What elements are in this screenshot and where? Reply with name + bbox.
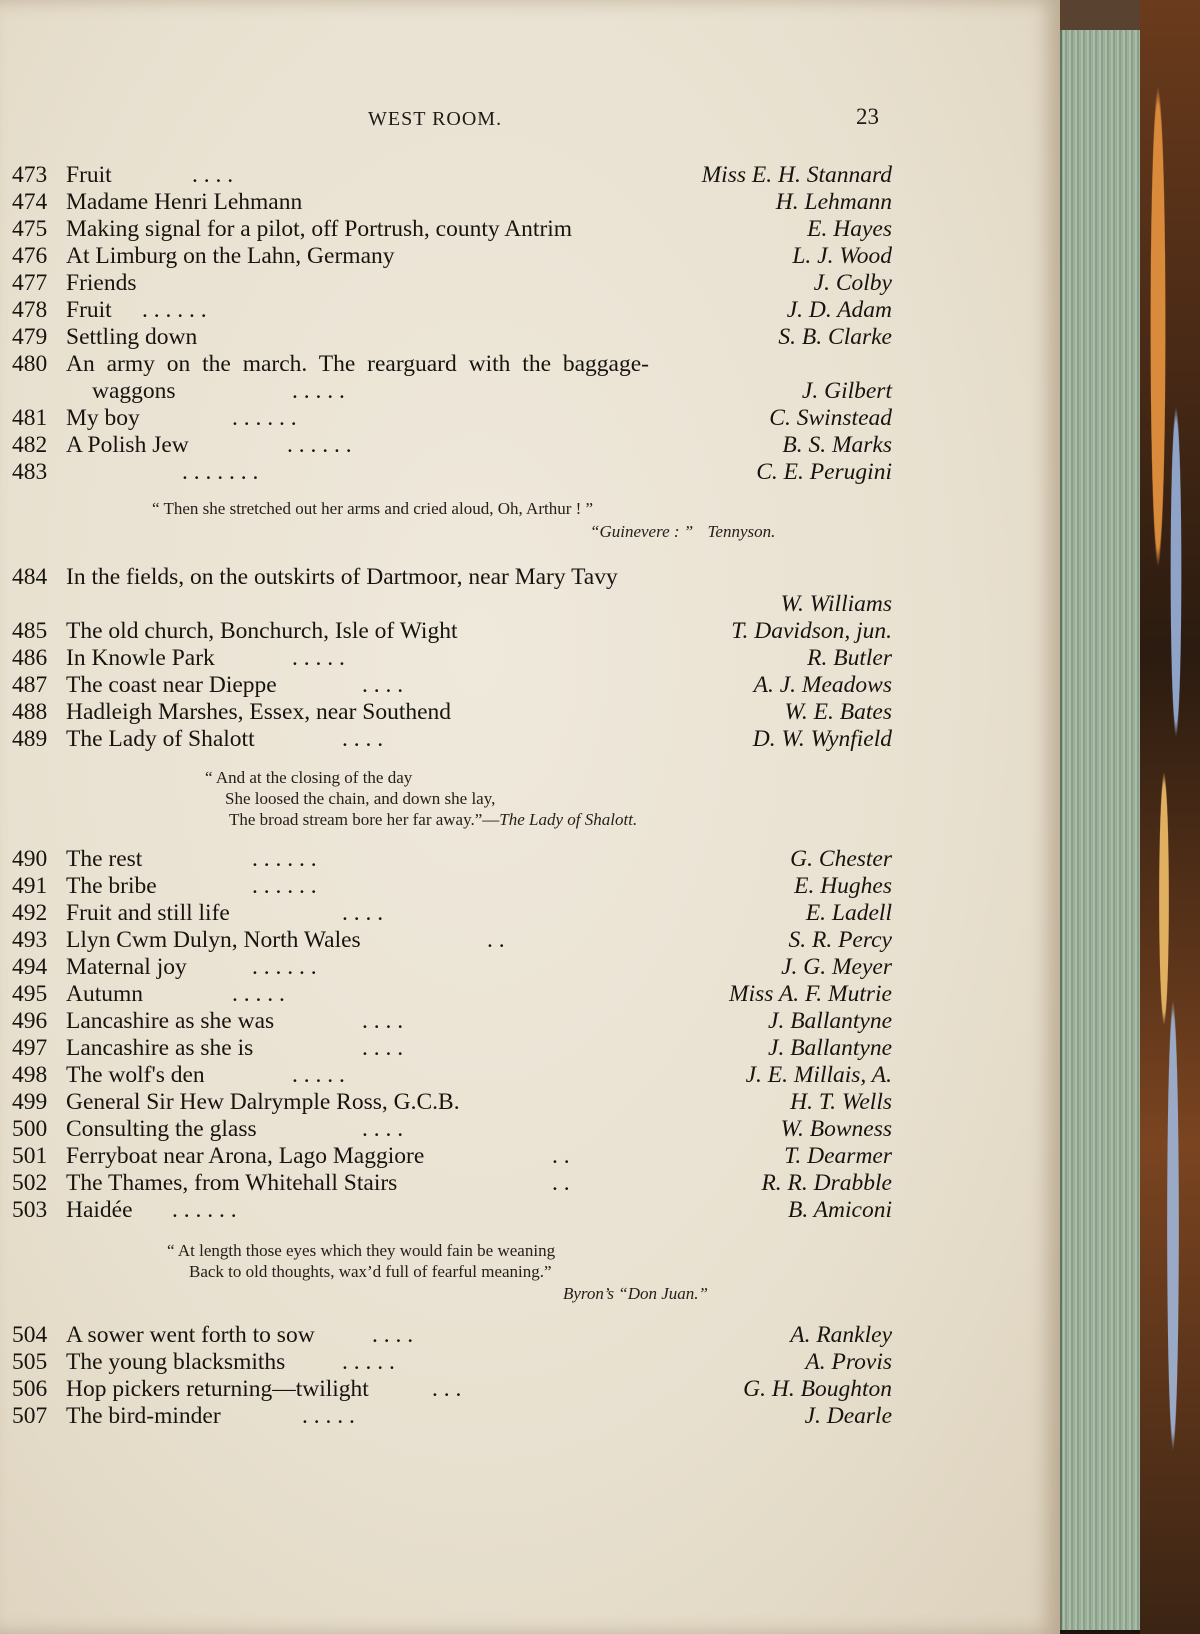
catalogue-entry bbox=[12, 270, 892, 296]
entry-artist: G. Chester bbox=[790, 846, 892, 872]
entry-title: At Limburg on the Lahn, Germany bbox=[66, 243, 395, 269]
catalogue-entry bbox=[12, 297, 892, 323]
catalogue-entry bbox=[12, 1062, 892, 1088]
entry-title: Consulting the glass bbox=[66, 1116, 257, 1142]
entry-number: 484 bbox=[12, 564, 48, 590]
entry-title: The bribe bbox=[66, 873, 157, 899]
entry-title: Llyn Cwm Dulyn, North Wales bbox=[66, 927, 361, 953]
catalogue-entry bbox=[12, 189, 892, 215]
catalogue-entry bbox=[12, 1403, 892, 1429]
entry-title: The young blacksmiths bbox=[66, 1349, 286, 1375]
entry-title: The old church, Bonchurch, Isle of Wight bbox=[66, 618, 458, 644]
entry-title: Ferryboat near Arona, Lago Maggiore bbox=[66, 1143, 425, 1169]
entry-number: 478 bbox=[12, 297, 48, 323]
entry-number: 500 bbox=[12, 1116, 48, 1142]
leader-dots: . . . . . . bbox=[252, 954, 317, 980]
entry-number: 498 bbox=[12, 1062, 48, 1088]
catalogue-entry bbox=[12, 405, 892, 431]
quotation-line: “ At length those eyes which they would fain be weaning bbox=[167, 1241, 556, 1260]
entry-title: The bird-minder bbox=[66, 1403, 221, 1429]
leader-dots: . . . . bbox=[362, 672, 404, 698]
entry-artist: W. Bowness bbox=[780, 1116, 892, 1142]
entry-number: 490 bbox=[12, 846, 48, 872]
entry-artist: J. Colby bbox=[813, 270, 892, 296]
entry-artist: G. H. Boughton bbox=[743, 1376, 892, 1402]
quotation bbox=[152, 498, 593, 519]
entry-title: A Polish Jew bbox=[66, 432, 189, 458]
leader-dots: . . . . . . bbox=[172, 1197, 237, 1223]
entry-title: Fruit bbox=[66, 162, 112, 188]
entry-artist: E. Hayes bbox=[807, 216, 892, 242]
page-fore-edge bbox=[1060, 30, 1142, 1630]
entry-number: 493 bbox=[12, 927, 48, 953]
catalogue-entry bbox=[12, 726, 892, 752]
entry-number: 494 bbox=[12, 954, 48, 980]
entry-artist: A. Provis bbox=[805, 1349, 892, 1375]
entry-number: 480 bbox=[12, 351, 48, 377]
entry-number: 507 bbox=[12, 1403, 48, 1429]
entry-title: Friends bbox=[66, 270, 137, 296]
catalogue-entry bbox=[12, 351, 892, 377]
entry-number: 505 bbox=[12, 1349, 48, 1375]
quotation-source bbox=[563, 1284, 708, 1304]
catalogue-entry bbox=[12, 216, 892, 242]
catalogue-entry bbox=[12, 873, 892, 899]
entry-artist: S. B. Clarke bbox=[778, 324, 892, 350]
quotation-line: Back to old thoughts, wax’d full of fearful meaning.” bbox=[189, 1262, 552, 1281]
catalogue-entry bbox=[12, 1008, 892, 1034]
entry-number: 504 bbox=[12, 1322, 48, 1348]
leader-dots: . . bbox=[552, 1143, 570, 1169]
catalogue-entry bbox=[12, 1322, 892, 1348]
entry-title: Madame Henri Lehmann bbox=[66, 189, 303, 215]
leader-dots: . . . . . bbox=[292, 378, 345, 404]
quotation-source: The Lady of Shalott. bbox=[499, 810, 638, 829]
quotation-line: She loosed the chain, and down she lay, bbox=[225, 789, 496, 808]
entry-artist: C. Swinstead bbox=[769, 405, 892, 431]
entry-artist: R. Butler bbox=[807, 645, 892, 671]
entry-number: 492 bbox=[12, 900, 48, 926]
entry-title: The coast near Dieppe bbox=[66, 672, 277, 698]
catalogue-entry bbox=[12, 1089, 892, 1115]
entry-title: Lancashire as she is bbox=[66, 1035, 254, 1061]
entry-number: 489 bbox=[12, 726, 48, 752]
entry-number: 481 bbox=[12, 405, 48, 431]
entry-title: Autumn bbox=[66, 981, 144, 1007]
catalogue-entry bbox=[12, 459, 892, 485]
catalogue-entry bbox=[12, 699, 892, 725]
entry-number: 486 bbox=[12, 645, 48, 671]
entry-number: 491 bbox=[12, 873, 48, 899]
entry-number: 479 bbox=[12, 324, 48, 350]
catalogue-entry bbox=[12, 900, 892, 926]
entry-title: The rest bbox=[66, 846, 143, 872]
entry-artist: J. Gilbert bbox=[801, 378, 892, 404]
entry-number: 474 bbox=[12, 189, 48, 215]
entry-number: 506 bbox=[12, 1376, 48, 1402]
entry-title: A sower went forth to sow bbox=[66, 1322, 315, 1348]
entry-artist: T. Dearmer bbox=[784, 1143, 892, 1169]
catalogue-entry bbox=[12, 927, 892, 953]
entry-number: 495 bbox=[12, 981, 48, 1007]
leader-dots: . . . . . . . bbox=[182, 459, 259, 485]
quotation-source bbox=[590, 522, 775, 542]
entry-artist: Miss E. H. Stannard bbox=[701, 162, 892, 188]
catalogue-entry bbox=[12, 672, 892, 698]
page-number: 23 bbox=[856, 104, 879, 129]
catalogue-entry bbox=[12, 1197, 892, 1223]
entry-artist: W. Williams bbox=[780, 591, 892, 617]
leader-dots: . . . . . bbox=[342, 1349, 395, 1375]
leader-dots: . . . . bbox=[342, 726, 384, 752]
entry-title: Hadleigh Marshes, Essex, near Southend bbox=[66, 699, 452, 725]
entry-artist: J. Ballantyne bbox=[768, 1008, 892, 1034]
leader-dots: . . . . . . bbox=[142, 297, 207, 323]
catalogue-entry-continued bbox=[12, 378, 892, 404]
leader-dots: . . . . . bbox=[232, 981, 285, 1007]
entry-title: In the fields, on the outskirts of Dartmoor, near Mary Tavy bbox=[66, 564, 618, 590]
entry-title: Settling down bbox=[66, 324, 198, 350]
entry-artist: J. Ballantyne bbox=[768, 1035, 892, 1061]
source-title: “Guinevere : ” bbox=[590, 522, 694, 541]
entry-number: 487 bbox=[12, 672, 48, 698]
catalogue-entry bbox=[12, 1376, 892, 1402]
leader-dots: . . . . . bbox=[292, 645, 345, 671]
catalogue-entry bbox=[12, 1349, 892, 1375]
entry-title: Hop pickers returning—twilight bbox=[66, 1376, 369, 1402]
entry-title: Fruit and still life bbox=[66, 900, 230, 926]
leader-dots: . . . . . . bbox=[287, 432, 352, 458]
quotation-line: “ And at the closing of the day bbox=[205, 768, 413, 787]
entry-number: 476 bbox=[12, 243, 48, 269]
catalogue-entry bbox=[12, 243, 892, 269]
running-head: WEST ROOM. bbox=[368, 108, 503, 130]
entry-artist: D. W. Wynfield bbox=[752, 726, 892, 752]
leader-dots: . . . . . . bbox=[252, 846, 317, 872]
catalogue-entry bbox=[12, 162, 892, 188]
leader-dots: . . . . bbox=[342, 900, 384, 926]
entry-title: The wolf's den bbox=[66, 1062, 205, 1088]
leader-dots: . . . . bbox=[362, 1035, 404, 1061]
source-title: Byron’s “Don Juan.” bbox=[563, 1284, 708, 1303]
entry-artist: H. T. Wells bbox=[790, 1089, 892, 1115]
entry-number: 502 bbox=[12, 1170, 48, 1196]
leader-dots: . . . . bbox=[362, 1008, 404, 1034]
entry-number: 482 bbox=[12, 432, 48, 458]
entry-number: 488 bbox=[12, 699, 48, 725]
catalogue-entry bbox=[12, 954, 892, 980]
catalogue-entry bbox=[12, 645, 892, 671]
entry-title: The Lady of Shalott bbox=[66, 726, 255, 752]
entry-title: Lancashire as she was bbox=[66, 1008, 275, 1034]
catalogue-entry bbox=[12, 846, 892, 872]
entry-artist: J. E. Millais, A. bbox=[745, 1062, 892, 1088]
entry-title: Maternal joy bbox=[66, 954, 187, 980]
page-header bbox=[0, 104, 1060, 138]
entry-number: 483 bbox=[12, 459, 48, 485]
catalogue-entry bbox=[12, 564, 892, 590]
leader-dots: . . . . bbox=[372, 1322, 414, 1348]
entry-number: 499 bbox=[12, 1089, 48, 1115]
catalogue-entry bbox=[12, 1035, 892, 1061]
entry-artist: A. J. Meadows bbox=[753, 672, 892, 698]
leader-dots: . . . bbox=[432, 1376, 462, 1402]
entry-artist: J. Dearle bbox=[804, 1403, 892, 1429]
catalogue-entry bbox=[12, 618, 892, 644]
entry-artist: T. Davidson, jun. bbox=[731, 618, 892, 644]
entry-title: waggons bbox=[92, 378, 176, 404]
source-author: Tennyson. bbox=[707, 522, 776, 541]
leader-dots: . . bbox=[487, 927, 505, 953]
entry-title: Making signal for a pilot, off Portrush, county Antrim bbox=[66, 216, 573, 242]
entry-number: 503 bbox=[12, 1197, 48, 1223]
entry-artist: A. Rankley bbox=[790, 1322, 892, 1348]
entry-artist: W. E. Bates bbox=[784, 699, 892, 725]
catalogue-entry bbox=[12, 432, 892, 458]
leader-dots: . . . . bbox=[192, 162, 234, 188]
entry-artist: E. Hughes bbox=[794, 873, 892, 899]
entry-artist: R. R. Drabble bbox=[761, 1170, 892, 1196]
marbled-cover bbox=[1140, 0, 1200, 1634]
entry-number: 497 bbox=[12, 1035, 48, 1061]
entry-number: 496 bbox=[12, 1008, 48, 1034]
entry-title: General Sir Hew Dalrymple Ross, G.C.B. bbox=[66, 1089, 460, 1115]
leader-dots: . . bbox=[552, 1170, 570, 1196]
entry-title: Fruit bbox=[66, 297, 112, 323]
entry-artist: E. Ladell bbox=[805, 900, 892, 926]
entry-artist: B. S. Marks bbox=[782, 432, 892, 458]
entry-title: In Knowle Park bbox=[66, 645, 215, 671]
leader-dots: . . . . bbox=[362, 1116, 404, 1142]
entry-artist: B. Amiconi bbox=[788, 1197, 892, 1223]
entry-number: 477 bbox=[12, 270, 48, 296]
quotation-text: The broad stream bore her far away.”— bbox=[229, 810, 500, 829]
entry-artist: L. J. Wood bbox=[792, 243, 892, 269]
entry-artist: S. R. Percy bbox=[788, 927, 892, 953]
entry-number: 475 bbox=[12, 216, 48, 242]
quotation bbox=[167, 1240, 555, 1282]
leader-dots: . . . . . bbox=[302, 1403, 355, 1429]
entry-artist: J. G. Meyer bbox=[781, 954, 892, 980]
entry-title: An army on the march. The rearguard with the baggage- bbox=[66, 351, 649, 377]
quotation-line bbox=[205, 809, 637, 830]
entry-title: My boy bbox=[66, 405, 140, 431]
entry-artist: H. Lehmann bbox=[775, 189, 892, 215]
entry-number: 473 bbox=[12, 162, 48, 188]
entry-number: 485 bbox=[12, 618, 48, 644]
entry-artist: J. D. Adam bbox=[786, 297, 892, 323]
leader-dots: . . . . . . bbox=[252, 873, 317, 899]
catalogue-entry-continued bbox=[12, 591, 892, 617]
catalogue-entry bbox=[12, 1143, 892, 1169]
catalogue-entry bbox=[12, 981, 892, 1007]
entry-artist: C. E. Perugini bbox=[756, 459, 892, 485]
catalogue-entry bbox=[12, 1170, 892, 1196]
leader-dots: . . . . . bbox=[292, 1062, 345, 1088]
catalogue-entry bbox=[12, 324, 892, 350]
entry-number: 501 bbox=[12, 1143, 48, 1169]
catalogue-entry bbox=[12, 1116, 892, 1142]
leader-dots: . . . . . . bbox=[232, 405, 297, 431]
quotation-line: “ Then she stretched out her arms and cried aloud, Oh, Arthur ! ” bbox=[152, 499, 594, 518]
entry-artist: Miss A. F. Mutrie bbox=[729, 981, 892, 1007]
entry-title: Haidée bbox=[66, 1197, 133, 1223]
entry-title: The Thames, from Whitehall Stairs bbox=[66, 1170, 398, 1196]
quotation bbox=[205, 767, 637, 830]
